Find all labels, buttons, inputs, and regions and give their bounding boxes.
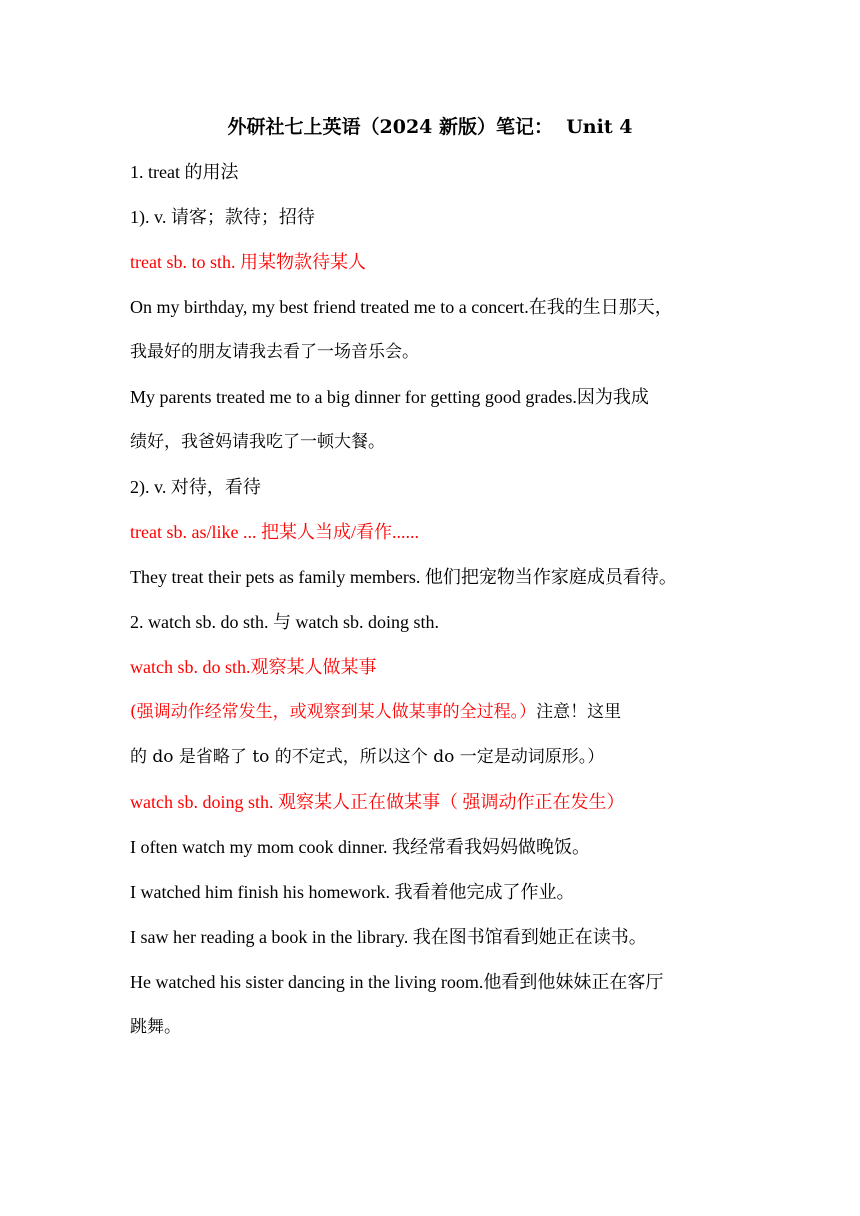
example-line: He watched his sister dancing in the living room.他看到他妹妹正在客厅 [130,972,664,992]
example-line: I often watch my mom cook dinner. 我经常看我妈妈做晚饭。 [130,837,590,857]
example-line: My parents treated me to a big dinner for getting good grades.因为我成 [130,387,649,407]
subheading-treat-verb-1: 1). v. 请客；款待；招待 [130,207,315,227]
example-line: They treat their pets as family members. 他们把宠物当作家庭成员看待。 [130,567,677,587]
example-translation-line: 我最好的朋友请我去看了一场音乐会。 [130,342,419,362]
example-translation-line: 跳舞。 [130,1017,181,1037]
example-translation-line: 绩好，我爸妈请我吃了一顿大餐。 [130,432,385,452]
example-line: I watched him finish his homework. 我看着他完成了作业。 [130,882,575,902]
note-line: (强调动作经常发生，或观察到某人做某事的全过程。）注意！这里 [130,702,622,722]
example-line: On my birthday, my best friend treated me to a concert.在我的生日那天， [130,297,673,317]
note-line: 的 do 是省略了 to 的不定式，所以这个 do 一定是动词原形。） [130,747,605,767]
example-line: I saw her reading a book in the library. 我在图书馆看到她正在读书。 [130,927,647,947]
notes-body [130,157,750,1057]
phrase-treat-to: treat sb. to sth. 用某物款待某人 [130,252,366,272]
subheading-treat-verb-2: 2). v. 对待，看待 [130,477,261,497]
phrase-treat-as: treat sb. as/like ... 把某人当成/看作...... [130,522,419,542]
section-heading-watch: 2. watch sb. do sth. 与 watch sb. doing sth. [130,612,439,632]
page-title: 外研社七上英语（2024 新版）笔记： Unit 4 [227,116,633,138]
phrase-watch-do: watch sb. do sth.观察某人做某事 [130,657,377,677]
section-heading-treat: 1. treat 的用法 [130,162,239,182]
phrase-watch-doing: watch sb. doing sth. 观察某人正在做某事（ 强调动作正在发生） [130,792,625,812]
